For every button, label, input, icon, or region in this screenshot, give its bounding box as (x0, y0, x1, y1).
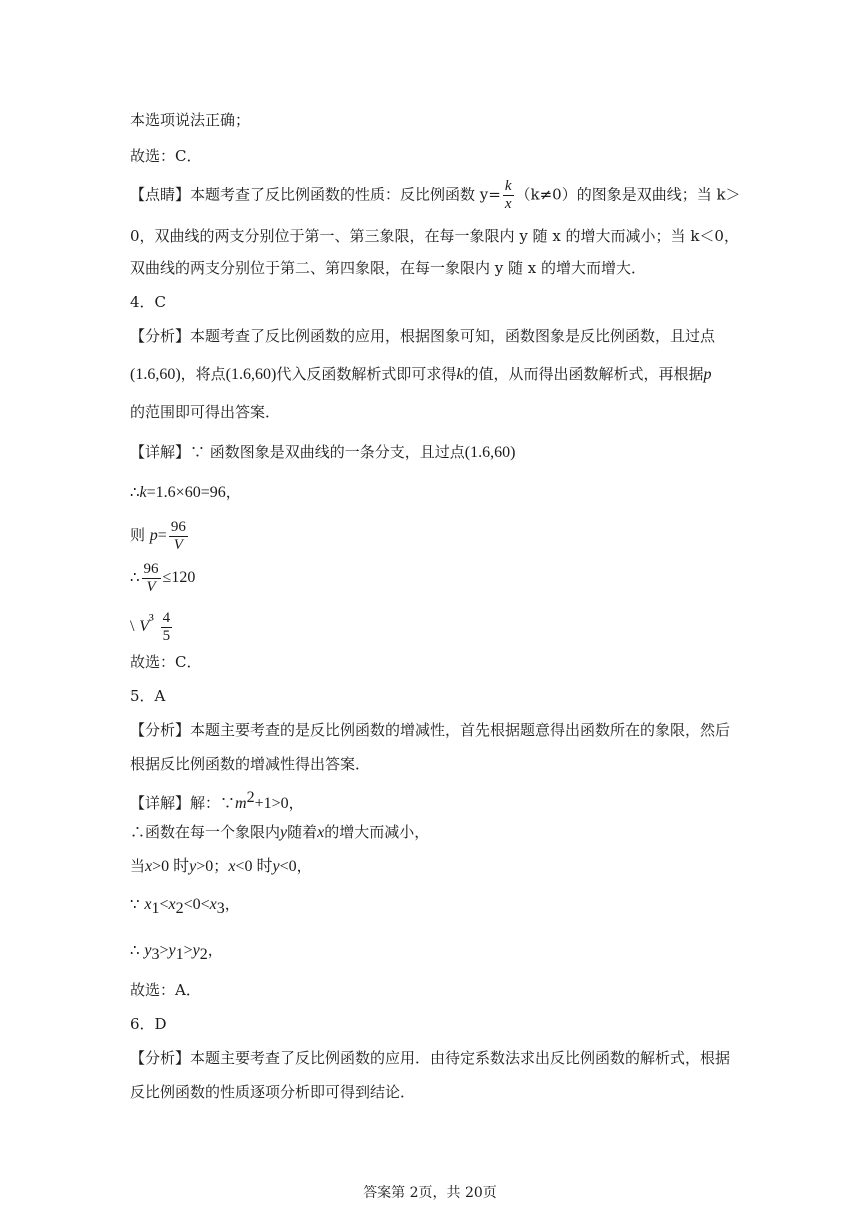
text: 5．A (130, 687, 166, 705)
text: （k≠0）的图象是双曲线；当 k＞ (515, 185, 741, 204)
math: x (317, 824, 325, 841)
text: ； (213, 857, 229, 875)
math: =1.6×60=96 (146, 484, 226, 501)
fraction-numerator: 96 (143, 560, 159, 577)
text-line (130, 442, 750, 463)
text: 的范围即可得出答案． (130, 403, 281, 421)
text: ， (225, 483, 241, 501)
math: 2 (175, 900, 184, 917)
text-line (130, 894, 750, 919)
text-line (130, 258, 750, 278)
math: 1 (175, 946, 184, 963)
math: (1.6,60) (464, 444, 516, 461)
math: y (272, 858, 280, 875)
math: >0 时 (152, 858, 190, 875)
math: (1.6,60) (225, 366, 277, 383)
math: > (183, 942, 193, 959)
math: >0 (196, 858, 214, 875)
text: ， (296, 857, 312, 875)
text: ∴函数在每一个象限内 (130, 823, 281, 841)
text-line (130, 560, 750, 596)
math: x (145, 858, 153, 875)
text-line (130, 940, 750, 965)
math: 3 (151, 946, 160, 963)
text: 【详解】解：∵ (130, 794, 236, 812)
question-number (130, 292, 750, 312)
math: 3 (216, 900, 225, 917)
text: 【详解】∵ 函数图象是双曲线的一条分支，且过点 (130, 443, 465, 461)
math: > (159, 942, 169, 959)
fraction (142, 561, 161, 596)
text-line (130, 402, 750, 422)
fraction-numerator: k (504, 178, 512, 194)
math: y (192, 942, 200, 959)
math: x (144, 896, 152, 913)
text: 【点睛】本题考查了反比例函数的性质：反比例函数 y= (130, 185, 501, 204)
math: (1.6,60) (130, 366, 181, 383)
text-line (130, 652, 750, 672)
text-line (130, 178, 750, 213)
text: 则 (130, 526, 146, 544)
text: 根据反比例函数的增减性得出答案． (130, 755, 371, 773)
text-line (130, 754, 750, 774)
text: 随着 (287, 823, 318, 841)
text: 【分析】本题主要考查了反比例函数的应用．由待定系数法求出反比例函数的解析式，根据 (130, 1049, 731, 1067)
text-line (130, 482, 750, 503)
text: 故选：C． (130, 653, 202, 671)
math: y (280, 824, 288, 841)
math: V (139, 618, 150, 635)
text-line (130, 788, 750, 814)
text: ∴ (130, 941, 140, 959)
text: 4．C (130, 293, 167, 311)
math: +1>0 (254, 795, 289, 812)
text-line (130, 856, 750, 877)
text-line (130, 146, 750, 166)
math: < (159, 896, 169, 913)
text: ∵ (130, 895, 140, 913)
math: p (703, 366, 712, 383)
text: 故选：A． (130, 981, 201, 999)
text: ， (207, 941, 223, 959)
question-number (130, 686, 750, 706)
question-number (130, 1014, 750, 1034)
fraction (503, 178, 514, 213)
math: <0 时 (235, 858, 273, 875)
text: 6．D (130, 1015, 167, 1033)
text-line (130, 110, 750, 130)
math: ≤120 (162, 569, 196, 586)
math: = (157, 527, 167, 544)
text: 的增大而减小， (324, 823, 430, 841)
text: 的值，从而得出函数解析式，再根据 (463, 365, 704, 383)
fraction-numerator: 96 (170, 518, 186, 535)
math: 1 (151, 900, 160, 917)
text: ∴ (130, 483, 140, 501)
fraction-denominator: V (173, 536, 183, 553)
text: 当 (130, 857, 146, 875)
math: y (144, 942, 152, 959)
math: k (456, 366, 464, 383)
fraction (161, 610, 173, 645)
text: 本选项说法正确； (130, 111, 251, 129)
text: 反比例函数的性质逐项分析即可得到结论． (130, 1083, 416, 1101)
text: ，将点 (180, 365, 226, 383)
math: x (168, 896, 176, 913)
math: <0< (183, 896, 210, 913)
math: p (149, 527, 158, 544)
math: m (235, 795, 247, 812)
fraction-numerator: 4 (162, 609, 171, 626)
text: 0，双曲线的两支分别位于第一、第三象限，在每一象限内 y 随 x 的增大而减小；当 k＜0， (130, 227, 739, 245)
math: <0 (279, 858, 297, 875)
text: ∴ (130, 568, 140, 586)
text-line (130, 518, 750, 554)
text-line (130, 604, 750, 645)
text: 故选：C． (130, 147, 202, 165)
math: x (209, 896, 217, 913)
fraction-denominator: V (146, 578, 156, 595)
math: x (228, 858, 236, 875)
fraction (169, 519, 188, 554)
text-line (130, 720, 750, 740)
text-line (130, 1048, 750, 1068)
text: 【分析】本题主要考查的是反比例函数的增减性，首先根据题意得出函数所在的象限，然后 (130, 721, 731, 739)
fraction-denominator: x (504, 196, 512, 212)
math: ³ (149, 612, 154, 629)
text-line (130, 1082, 750, 1102)
text: 代入反函数解析式即可求得 (276, 365, 457, 383)
math: k (139, 484, 147, 501)
text: ， (224, 895, 240, 913)
text-line (130, 980, 750, 1000)
text-line (130, 822, 750, 843)
fraction-denominator: 5 (162, 627, 171, 644)
math: y (168, 942, 176, 959)
text-line (130, 226, 750, 246)
text-line (130, 326, 750, 346)
text: 【分析】本题考查了反比例函数的应用，根据图象可知，函数图象是反比例函数，且过点 (130, 327, 716, 345)
math: 2 (199, 946, 208, 963)
text: ， (288, 794, 304, 812)
page-footer: 答案第 2页，共 20页 (363, 1185, 497, 1201)
math: y (189, 858, 197, 875)
math: \ (130, 618, 135, 635)
text: 双曲线的两支分别位于第二、第四象限，在每一象限内 y 随 x 的增大而增大． (130, 259, 647, 277)
math: 2 (246, 789, 255, 806)
text-line (130, 364, 750, 385)
